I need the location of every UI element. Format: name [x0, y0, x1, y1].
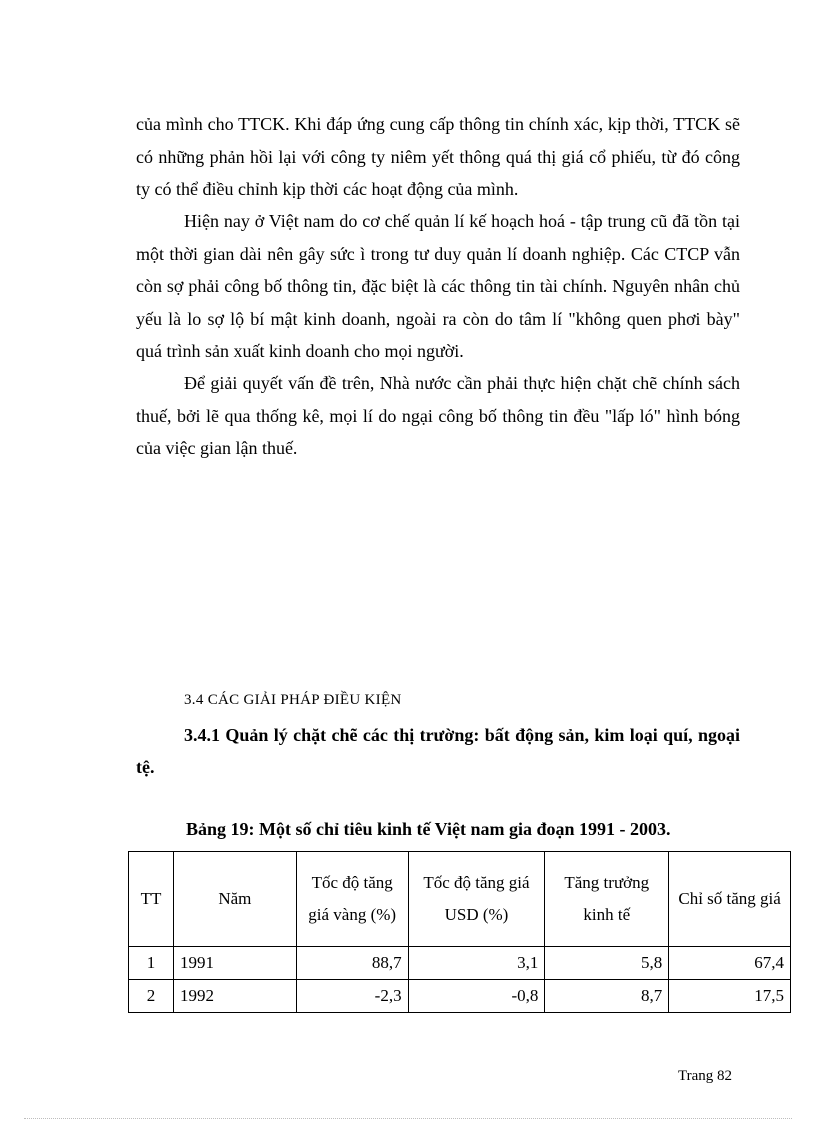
cell-usd: 3,1 [408, 947, 545, 980]
section-heading: 3.4 CÁC GIẢI PHÁP ĐIỀU KIỆN [184, 692, 402, 708]
cell-tt: 1 [129, 947, 174, 980]
cell-gold: 88,7 [296, 947, 408, 980]
cell-usd: -0,8 [408, 980, 545, 1013]
cell-tt: 2 [129, 980, 174, 1013]
cell-gold: -2,3 [296, 980, 408, 1013]
table-caption: Bảng 19: Một số chỉ tiêu kinh tế Việt nam gia đoạn 1991 - 2003. [186, 819, 671, 839]
table-row [129, 980, 791, 1013]
header-price-index: Chỉ số tăng giá [669, 852, 791, 947]
header-usd-price-growth: Tốc độ tăng giá USD (%) [408, 852, 545, 947]
cell-year: 1991 [173, 947, 296, 980]
subsection-heading: 3.4.1 Quản lý chặt chẽ các thị trường: bất động sản, kim loại quí, ngoại tệ. [136, 725, 740, 777]
header-tt: TT [129, 852, 174, 947]
footer-divider [24, 1118, 792, 1119]
table-header-row [129, 852, 791, 947]
header-year: Năm [173, 852, 296, 947]
header-gold-price-growth: Tốc độ tăng giá vàng (%) [296, 852, 408, 947]
cell-price-index: 17,5 [669, 980, 791, 1013]
cell-year: 1992 [173, 980, 296, 1013]
paragraph-intro: của mình cho TTCK. Khi đáp ứng cung cấp thông tin chính xác, kịp thời, TTCK sẽ có những phản hồi lại với công ty niêm yết thông quá thị giá cổ phiếu, từ đó công ty có thể điều chỉnh kịp thời các hoạt động của mình. [136, 114, 740, 199]
cell-price-index: 67,4 [669, 947, 791, 980]
paragraph-solution: Để giải quyết vấn đề trên, Nhà nước cần phải thực hiện chặt chẽ chính sách thuế, bởi lẽ qua thống kê, mọi lí do ngại công bố thông tin đều "lấp ló" hình bóng của việc gian lận thuế. [136, 373, 740, 458]
paragraph-current-situation: Hiện nay ở Việt nam do cơ chế quản lí kế hoạch hoá - tập trung cũ đã tồn tại một thời gian dài nên gây sức ì trong tư duy quản lí doanh nghiệp. Các CTCP vẫn còn sợ phải công bố thông tin, đặc biệt là các thông tin tài chính. Nguyên nhân chủ yếu là lo sợ lộ bí mật kinh doanh, ngoài ra còn do tâm lí "không quen phơi bày" quá trình sản xuất kinh doanh cho mọi người. [136, 211, 740, 361]
cell-growth: 5,8 [545, 947, 669, 980]
economic-indicators-table [128, 851, 791, 1013]
cell-growth: 8,7 [545, 980, 669, 1013]
header-economic-growth: Tăng trưởng kinh tế [545, 852, 669, 947]
page-number: Trang 82 [678, 1068, 733, 1084]
table-row [129, 947, 791, 980]
